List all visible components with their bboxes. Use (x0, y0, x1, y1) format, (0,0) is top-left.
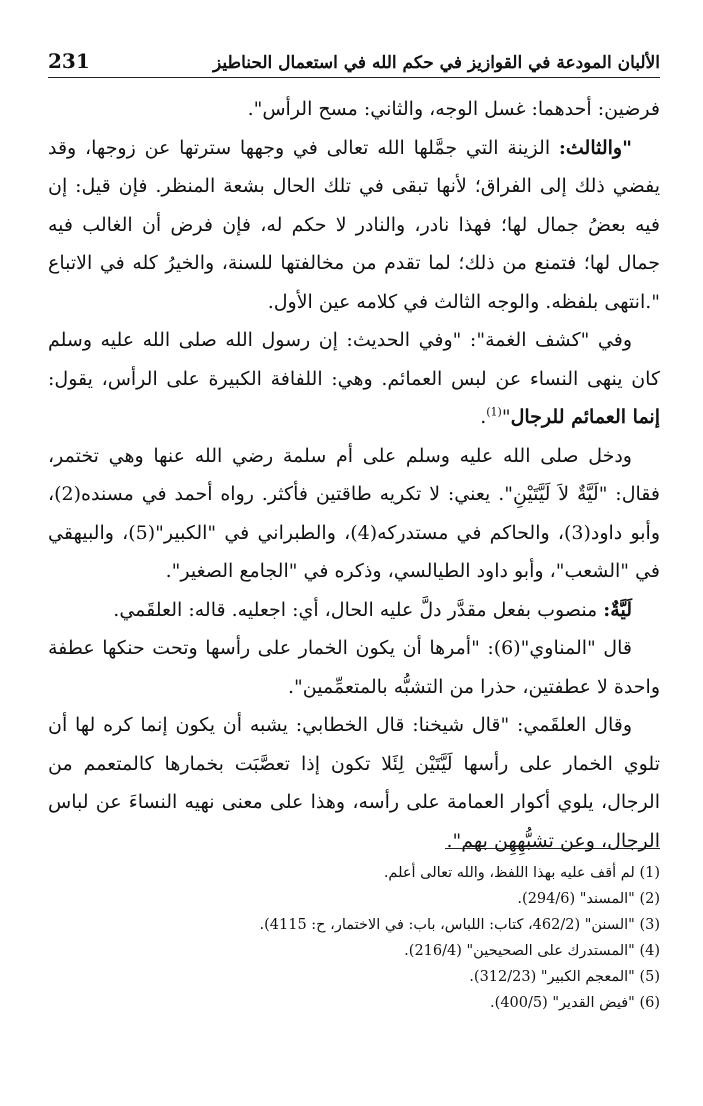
footnote (48, 964, 660, 990)
footnote-number: (6) (639, 995, 660, 1011)
paragraph-end: . (480, 406, 487, 428)
paragraph-text: منصوب بفعل مقدَّر دلَّ عليه الحال، أي: اجعليه. قاله: العلقَمي. (113, 598, 604, 621)
footnote-text: "المسند" (294/6). (517, 891, 635, 907)
paragraph (48, 591, 660, 630)
paragraph-text: وفي "كشف الغمة": "وفي الحديث: إن رسول الله صلى الله عليه وسلم كان ينهى النساء عن لبس العمائم. وهي: اللفافة الكبيرة على الرأس، يقول: (48, 329, 660, 390)
paragraph (48, 90, 660, 129)
running-title: الألبان المودعة في القوازيز في حكم الله في استعمال الحناطيز (213, 53, 660, 73)
paragraph-text: قال "المناوي"(6): "أمرها أن يكون الخمار على رأسها وتحت حنكها عطفة واحدة لا عطفتين، حذرا من التشبُّه بالمتعمِّمين". (48, 637, 660, 698)
paragraph-bold-quote: إنما العمائم للرجال (510, 406, 660, 428)
footnote (48, 990, 660, 1016)
footnote-text: "المستدرك على الصحيحين" (216/4). (404, 943, 635, 959)
page-header (48, 38, 660, 78)
footnote-number: (5) (639, 969, 660, 985)
main-text (48, 90, 660, 860)
paragraph-lead: لَيَّةٌ: (603, 598, 632, 621)
footnote-number: (2) (639, 891, 660, 907)
footnotes (48, 860, 660, 1016)
footnote-number: (3) (639, 917, 660, 933)
paragraph (48, 129, 660, 322)
footnote-ref: (1) (486, 405, 502, 419)
footnote-separator (445, 848, 660, 849)
book-page (48, 38, 660, 1078)
footnote-number: (4) (639, 943, 660, 959)
footnote (48, 886, 660, 912)
footnote-text: "المعجم الكبير" (312/23). (469, 969, 635, 985)
paragraph (48, 629, 660, 706)
page-number: 231 (48, 49, 90, 73)
footnote-text: لم أقف عليه بهذا اللفظ، والله تعالى أعلم. (383, 865, 635, 881)
paragraph-text: ودخل صلى الله عليه وسلم على أم سلمة رضي الله عنها وهي تختمر، فقال: "لَيَّةٌ لاَ لَيَّتَيْنِ". يعني: لا تكريه طاقتين فأكثر. رواه أحمد في مسنده(2)، وأبو داود(3)، والحاكم في مستدركه(4)، والطبراني في "الكبير"(5)، والبيهقي في "الشعب"، وأبو داود الطيالسي، وذكره في "الجامع الصغير". (48, 444, 661, 582)
footnote (48, 912, 660, 938)
footnote-text: "السنن" (462/2، كتاب: اللباس، باب: في الاختمار، ح: 4115). (259, 917, 635, 933)
paragraph (48, 706, 660, 860)
paragraph-text: الزينة التي جمَّلها الله تعالى في وجهها سترتها عن زوجها، وقد يفضي ذلك إلى الفراق؛ لأنها تبقى في تلك الحال بشعة المنظر. فإن قيل: إن فيه بعضُ جمال لها؛ فهذا نادر، والنادر لا حكم له، فإن فرض أن الغالب فيه جمال لها؛ فتمنع من ذلك؛ لما تقدم من مخالفتها للسنة، والخيرُ كله في الاتباع ".انتهى بلفظه. والوجه الثالث في كلامه عين الأول. (48, 136, 660, 313)
paragraph-quote-close: " (501, 406, 511, 428)
paragraph (48, 321, 660, 437)
footnote (48, 938, 660, 964)
footnote (48, 860, 660, 886)
footnote-number: (1) (639, 865, 660, 881)
paragraph-text: فرضين: أحدهما: غسل الوجه، والثاني: مسح الرأس". (247, 98, 660, 120)
footnote-text: "فيض القدير" (400/5). (490, 995, 635, 1011)
paragraph (48, 437, 660, 591)
paragraph-text: وقال العلقَمي: "قال شيخنا: قال الخطابي: يشبه أن يكون إنما كره لها أن تلوي الخمار على رأسها لَيَّتَيْن لِئَلا تكون إذا تعصَّبَت بخمارها كالمتعمم من الرجال، يلوي أكوار العمامة على رأسه، وهذا على معنى نهيه النساءَ عن لباس الرجال، وعن تشبُّهِهِن بهم". (48, 714, 660, 852)
paragraph-lead: "والثالث: (558, 136, 632, 159)
